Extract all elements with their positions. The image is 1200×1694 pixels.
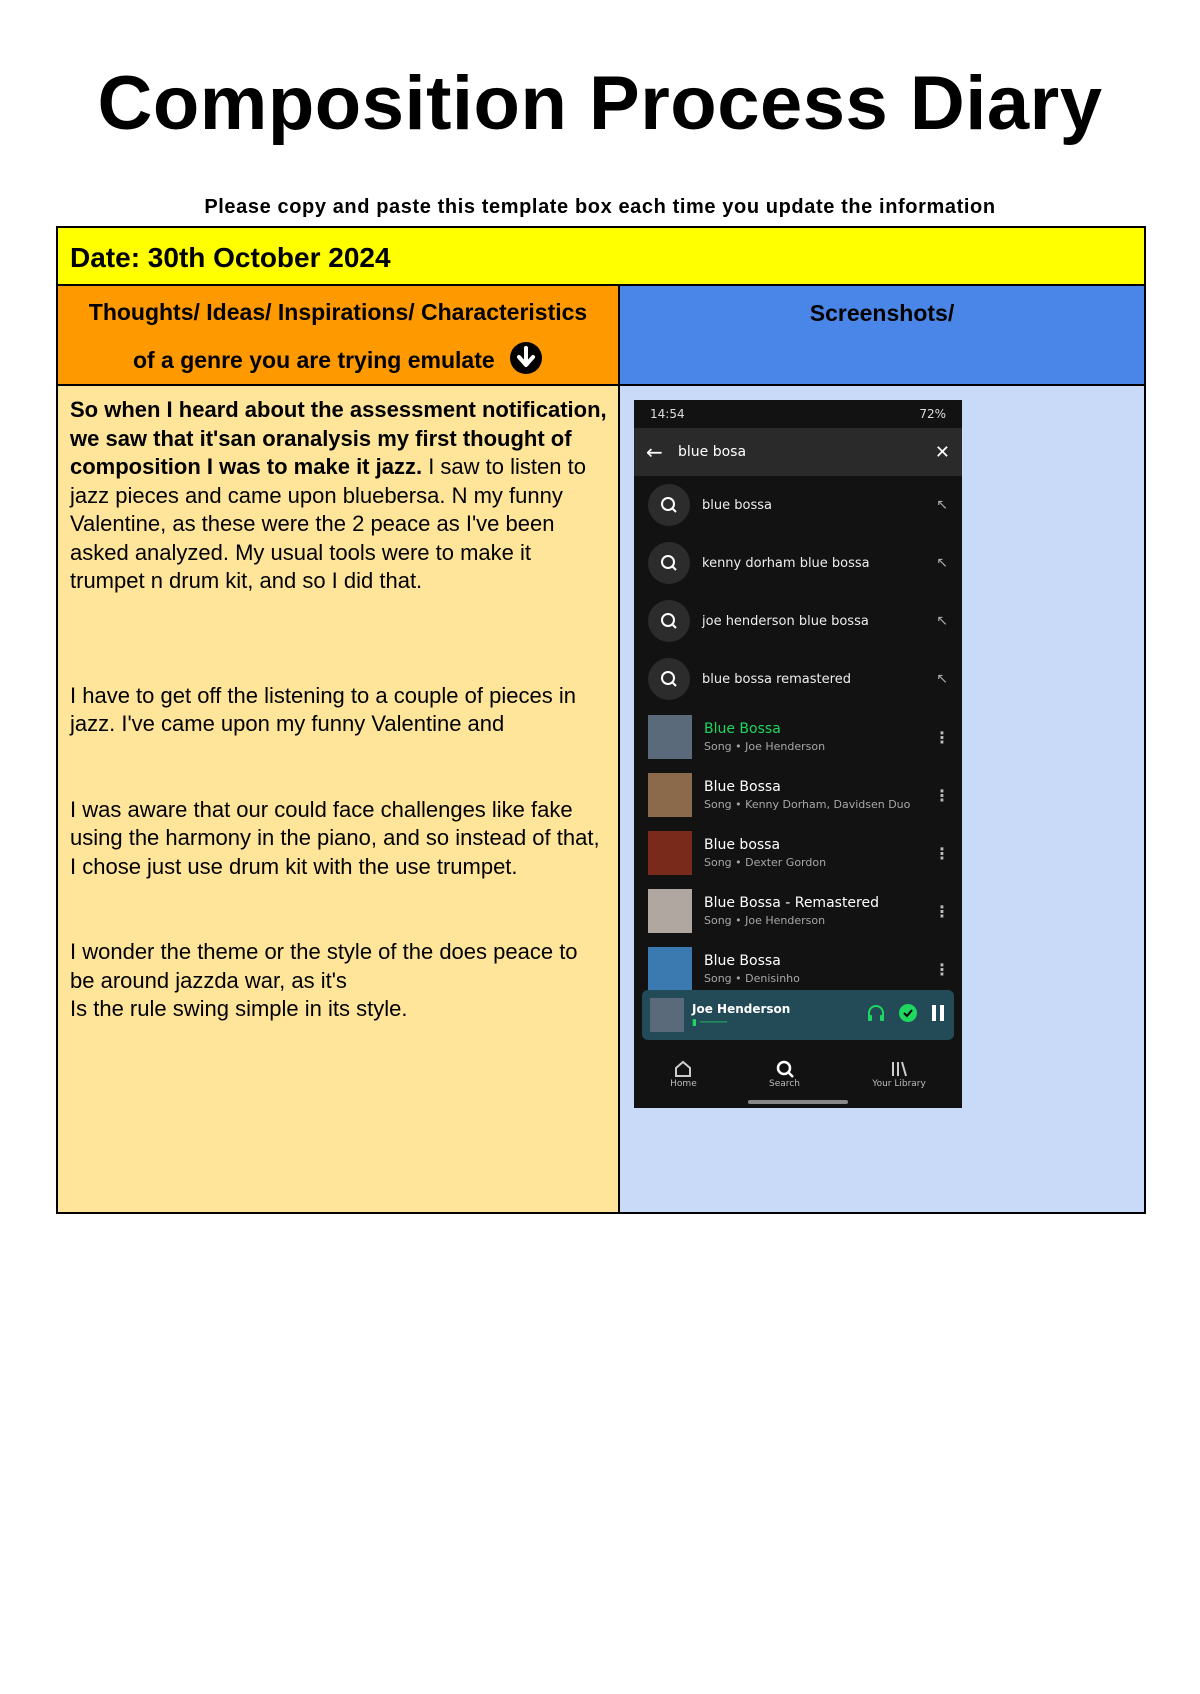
now-playing-cover <box>650 998 684 1032</box>
song-title: Blue bossa <box>704 837 781 853</box>
song-title: Blue Bossa - Remastered <box>704 895 879 911</box>
song-title: Blue Bossa <box>704 721 781 737</box>
paragraph-1-bold: So when I heard about the assessment notification, we saw that it'san oranalysis my first thought of composition I was to make it jazz. <box>70 397 607 479</box>
fill-arrow-icon[interactable]: ↖ <box>936 497 948 513</box>
search-icon <box>648 542 690 584</box>
more-options-icon[interactable]: ⋮ <box>934 901 950 921</box>
more-options-icon[interactable]: ⋮ <box>934 843 950 863</box>
song-title: Blue Bossa <box>704 779 781 795</box>
arrow-down-circle-icon <box>509 341 543 375</box>
nav-home[interactable]: Home <box>670 1059 697 1089</box>
fill-arrow-icon[interactable]: ↖ <box>936 671 948 687</box>
more-options-icon[interactable]: ⋮ <box>934 959 950 979</box>
search-icon <box>775 1059 795 1079</box>
status-time: 14:54 <box>650 407 685 421</box>
paragraph-4-line2: Is the rule swing simple in its style. <box>70 996 408 1021</box>
nav-library[interactable]: Your Library <box>872 1059 926 1089</box>
bottom-nav <box>634 1048 962 1100</box>
album-cover <box>648 889 692 933</box>
suggestion-text: blue bossa <box>702 497 772 513</box>
song-subtitle: Song • Joe Henderson <box>704 740 826 753</box>
search-bar[interactable] <box>634 428 962 476</box>
home-indicator <box>748 1100 848 1104</box>
now-playing-artist: Joe Henderson <box>692 1002 791 1016</box>
diary-table <box>56 226 1146 1214</box>
back-arrow-icon[interactable]: ← <box>646 440 663 464</box>
page-title: Composition Process Diary <box>97 61 1103 146</box>
nav-search[interactable]: Search <box>769 1059 800 1089</box>
search-icon <box>648 600 690 642</box>
suggestion-list <box>634 476 962 708</box>
thoughts-header-line2: of a genre you are trying emulate <box>132 347 495 373</box>
paragraph-2: I have to get off the listening to a couple of pieces in jazz. I've came upon my funny Valentine and <box>70 682 576 736</box>
paragraph-1 <box>70 396 608 596</box>
thoughts-cell[interactable] <box>58 386 620 1212</box>
fill-arrow-icon[interactable]: ↖ <box>936 613 948 629</box>
song-title: Blue Bossa <box>704 953 781 969</box>
song-subtitle: Song • Joe Henderson <box>704 914 826 927</box>
suggestion-text: blue bossa remastered <box>702 671 851 687</box>
search-icon <box>648 484 690 526</box>
close-icon[interactable]: ✕ <box>934 441 950 463</box>
song-row[interactable] <box>634 824 962 882</box>
library-icon <box>889 1059 909 1079</box>
date-row: Date: 30th October 2024 <box>58 228 1144 286</box>
search-input[interactable]: blue bosa <box>678 444 747 460</box>
status-bar <box>634 400 962 428</box>
instruction-text: Please copy and paste this template box each time you update the information <box>204 196 996 218</box>
album-cover <box>648 947 692 991</box>
thoughts-header <box>58 286 620 386</box>
phone-screenshot <box>634 400 962 1108</box>
saved-check-icon[interactable] <box>898 1003 918 1027</box>
pause-icon[interactable] <box>930 1004 946 1026</box>
suggestion-item[interactable] <box>634 476 962 534</box>
screenshots-cell <box>620 386 1144 1212</box>
suggestion-text: joe henderson blue bossa <box>702 613 869 629</box>
home-icon <box>673 1059 693 1079</box>
status-battery: 72% <box>919 407 946 421</box>
paragraph-1-rest: I saw to listen to jazz pieces and came upon bluebersa. N my funny Valentine, as these were the 2 peace as I've been asked analyzed. My usual tools were to make it trumpet n drum kit, and so I did that. <box>70 454 586 593</box>
more-options-icon[interactable]: ⋮ <box>934 727 950 747</box>
song-row[interactable] <box>634 766 962 824</box>
suggestion-text: kenny dorham blue bossa <box>702 555 870 571</box>
song-subtitle: Song • Denisinho <box>704 972 800 985</box>
song-subtitle: Song • Dexter Gordon <box>704 856 827 869</box>
paragraph-3: I was aware that our could face challenges like fake using the harmony in the piano, and so instead of that, I chose just use drum kit with the use trumpet. <box>70 796 600 879</box>
paragraph-4-line1: I wonder the theme or the style of the does peace to be around jazzda war, as it's <box>70 939 578 993</box>
search-icon <box>648 658 690 700</box>
song-row[interactable] <box>634 882 962 940</box>
album-cover <box>648 831 692 875</box>
album-cover <box>648 773 692 817</box>
now-playing-device-icon: ▮ ───── <box>692 1018 727 1028</box>
song-list <box>634 708 962 998</box>
thoughts-header-line1: Thoughts/ Ideas/ Inspirations/ Characteristics <box>88 299 588 325</box>
more-options-icon[interactable]: ⋮ <box>934 785 950 805</box>
screenshots-header: Screenshots/ <box>620 286 1144 386</box>
fill-arrow-icon[interactable]: ↖ <box>936 555 948 571</box>
paragraph-4 <box>70 938 608 1024</box>
suggestion-item[interactable] <box>634 592 962 650</box>
headphones-icon[interactable] <box>866 1003 886 1027</box>
album-cover <box>648 715 692 759</box>
mini-player[interactable] <box>642 990 954 1040</box>
song-subtitle: Song • Kenny Dorham, Davidsen Duo <box>704 798 911 811</box>
suggestion-item[interactable] <box>634 534 962 592</box>
suggestion-item[interactable] <box>634 650 962 708</box>
song-row[interactable] <box>634 708 962 766</box>
